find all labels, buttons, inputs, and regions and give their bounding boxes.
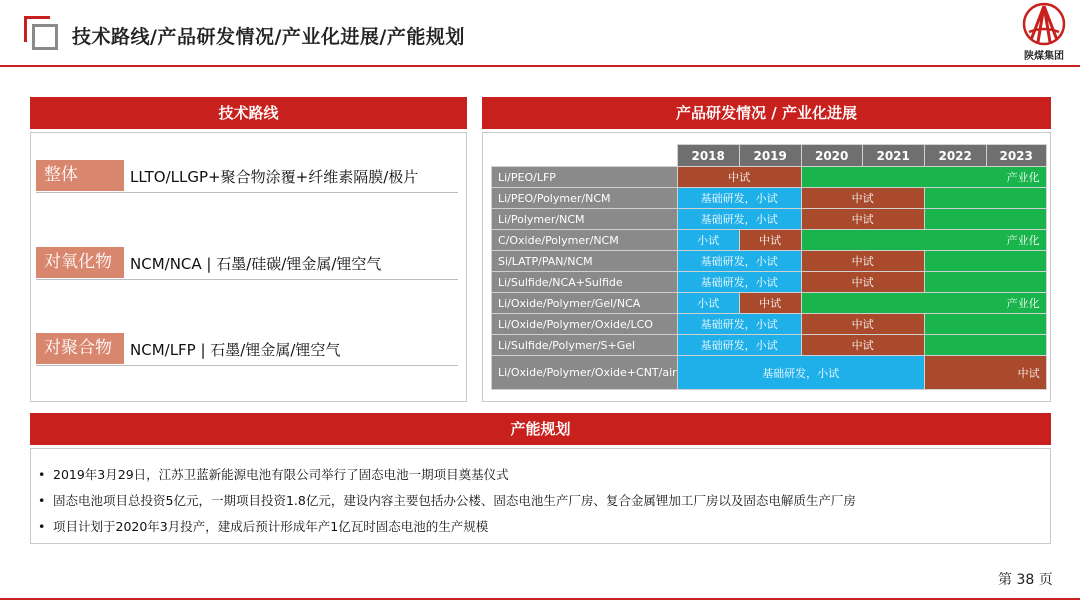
- stage-cell: 中试: [801, 272, 924, 293]
- stage-cell: 中试: [801, 314, 924, 335]
- stage-cell: 中试: [924, 356, 1046, 390]
- year-header: 2019: [739, 145, 801, 167]
- logo-emblem-icon: [1021, 2, 1067, 46]
- stage-cell: 中试: [801, 251, 924, 272]
- header-blank-cell: [492, 145, 678, 167]
- stage-cell: 中试: [739, 293, 801, 314]
- year-header: 2018: [677, 145, 739, 167]
- stage-cell: [924, 272, 1046, 293]
- tech-route-row: [36, 333, 458, 366]
- stage-cell: 基础研发，小试: [677, 209, 801, 230]
- tech-route-text: NCM/NCA | 石墨/硅碳/锂金属/锂空气: [130, 255, 382, 273]
- product-dev-header: 产品研发情况 / 产业化进展: [482, 97, 1051, 129]
- corner-bracket-mark: [24, 16, 58, 50]
- capacity-list: [38, 462, 856, 540]
- product-row: [492, 167, 1047, 188]
- stage-cell: [924, 251, 1046, 272]
- year-header: 2020: [801, 145, 862, 167]
- stage-cell: 基础研发，小试: [677, 188, 801, 209]
- tech-route-tag: 对氧化物: [36, 247, 124, 278]
- company-logo: [1018, 2, 1070, 64]
- stage-cell: [924, 314, 1046, 335]
- year-header: 2021: [862, 145, 924, 167]
- stage-cell: [924, 188, 1046, 209]
- logo-text: 陕煤集团: [1024, 51, 1064, 62]
- capacity-item: • 项目计划于2020年3月投产，建成后预计形成年产1亿瓦时固态电池的生产规模: [38, 514, 856, 540]
- tech-route-header: 技术路线: [30, 97, 467, 129]
- page-number: 第 38 页: [998, 572, 1053, 588]
- product-name-cell: Li/Polymer/NCM: [492, 209, 678, 230]
- stage-cell: 产业化: [801, 230, 1046, 251]
- stage-cell: 基础研发，小试: [677, 251, 801, 272]
- product-name-cell: Li/PEO/Polymer/NCM: [492, 188, 678, 209]
- stage-cell: 小试: [677, 230, 739, 251]
- stage-cell: 基础研发，小试: [677, 356, 924, 390]
- tech-route-tag: 对聚合物: [36, 333, 124, 364]
- stage-cell: 产业化: [801, 293, 1046, 314]
- year-header: 2023: [986, 145, 1046, 167]
- stage-cell: 中试: [801, 209, 924, 230]
- stage-cell: 中试: [801, 335, 924, 356]
- stage-cell: 产业化: [801, 167, 1046, 188]
- product-row: [492, 209, 1047, 230]
- product-name-cell: Li/Sulfide/Polymer/S+Gel: [492, 335, 678, 356]
- tech-route-text: LLTO/LLGP+聚合物涂覆+纤维素隔膜/极片: [130, 168, 419, 186]
- capacity-item: • 固态电池项目总投资5亿元，一期项目投资1.8亿元，建设内容主要包括办公楼、固态电池生产厂房、复合金属锂加工厂房以及固态电解质生产厂房: [38, 488, 856, 514]
- product-row: [492, 335, 1047, 356]
- stage-cell: 基础研发，小试: [677, 335, 801, 356]
- stage-cell: 中试: [677, 167, 801, 188]
- product-name-cell: Li/Oxide/Polymer/Gel/NCA: [492, 293, 678, 314]
- product-row: [492, 230, 1047, 251]
- product-row: [492, 188, 1047, 209]
- stage-cell: 小试: [677, 293, 739, 314]
- tech-route-text: NCM/LFP | 石墨/锂金属/锂空气: [130, 341, 341, 359]
- stage-cell: [924, 335, 1046, 356]
- product-row: [492, 356, 1047, 390]
- stage-cell: [924, 209, 1046, 230]
- year-header-row: [492, 145, 1047, 167]
- year-header: 2022: [924, 145, 986, 167]
- product-name-cell: C/Oxide/Polymer/NCM: [492, 230, 678, 251]
- product-row: [492, 293, 1047, 314]
- product-row: [492, 314, 1047, 335]
- capacity-header: 产能规划: [30, 413, 1051, 445]
- stage-cell: 基础研发，小试: [677, 272, 801, 293]
- product-name-cell: Li/PEO/LFP: [492, 167, 678, 188]
- product-name-cell: Si/LATP/PAN/NCM: [492, 251, 678, 272]
- capacity-item: • 2019年3月29日，江苏卫蓝新能源电池有限公司举行了固态电池一期项目奠基仪式: [38, 462, 856, 488]
- footer-divider: [0, 598, 1080, 600]
- tech-route-tag: 整体: [36, 160, 124, 191]
- stage-cell: 中试: [739, 230, 801, 251]
- product-row: [492, 251, 1047, 272]
- tech-route-row: [36, 160, 458, 193]
- product-name-cell: Li/Sulfide/NCA+Sulfide: [492, 272, 678, 293]
- product-dev-table: [491, 144, 1047, 390]
- product-name-cell: Li/Oxide/Polymer/Oxide+CNT/air: [492, 356, 678, 390]
- stage-cell: 中试: [801, 188, 924, 209]
- stage-cell: 基础研发，小试: [677, 314, 801, 335]
- page-title: 技术路线/产品研发情况/产业化进展/产能规划: [72, 26, 465, 48]
- title-divider: [0, 65, 1080, 67]
- product-row: [492, 272, 1047, 293]
- product-name-cell: Li/Oxide/Polymer/Oxide/LCO: [492, 314, 678, 335]
- tech-route-row: [36, 247, 458, 280]
